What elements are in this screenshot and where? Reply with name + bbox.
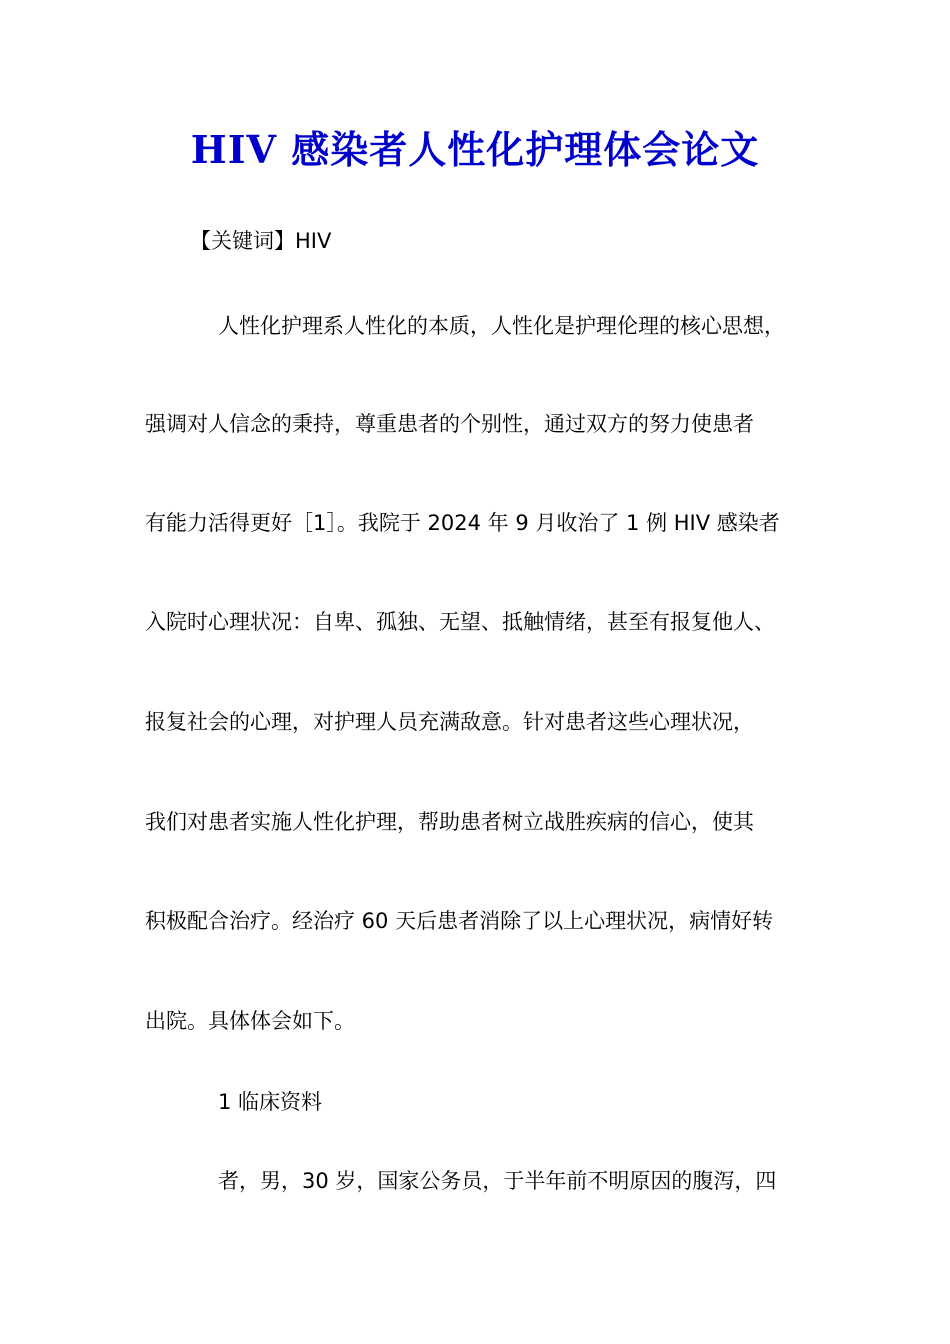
paragraph-line: 出院。具体体会如下。: [145, 1009, 355, 1033]
keywords-line: 【关键词】HIV: [190, 229, 332, 253]
paragraph-line: 有能力活得更好［1］。我院于 2024 年 9 月收治了 1 例 HIV 感染者: [145, 511, 780, 535]
paragraph-line: 人性化护理系人性化的本质，人性化是护理伦理的核心思想，: [218, 314, 785, 338]
paragraph-line: 者，男，30 岁，国家公务员，于半年前不明原因的腹泻，四: [218, 1169, 777, 1193]
section-heading: 1 临床资料: [218, 1090, 323, 1114]
paragraph-line: 报复社会的心理，对护理人员充满敌意。针对患者这些心理状况，: [145, 710, 754, 734]
paragraph-line: 入院时心理状况：自卑、孤独、无望、抵触情绪，甚至有报复他人、: [145, 610, 775, 634]
paragraph-line: 我们对患者实施人性化护理，帮助患者树立战胜疾病的信心，使其: [145, 810, 754, 834]
paragraph-line: 积极配合治疗。经治疗 60 天后患者消除了以上心理状况，病情好转: [145, 909, 774, 933]
document-title: HIV 感染者人性化护理体会论文: [190, 127, 760, 172]
paragraph-line: 强调对人信念的秉持，尊重患者的个别性，通过双方的努力使患者: [145, 412, 754, 436]
